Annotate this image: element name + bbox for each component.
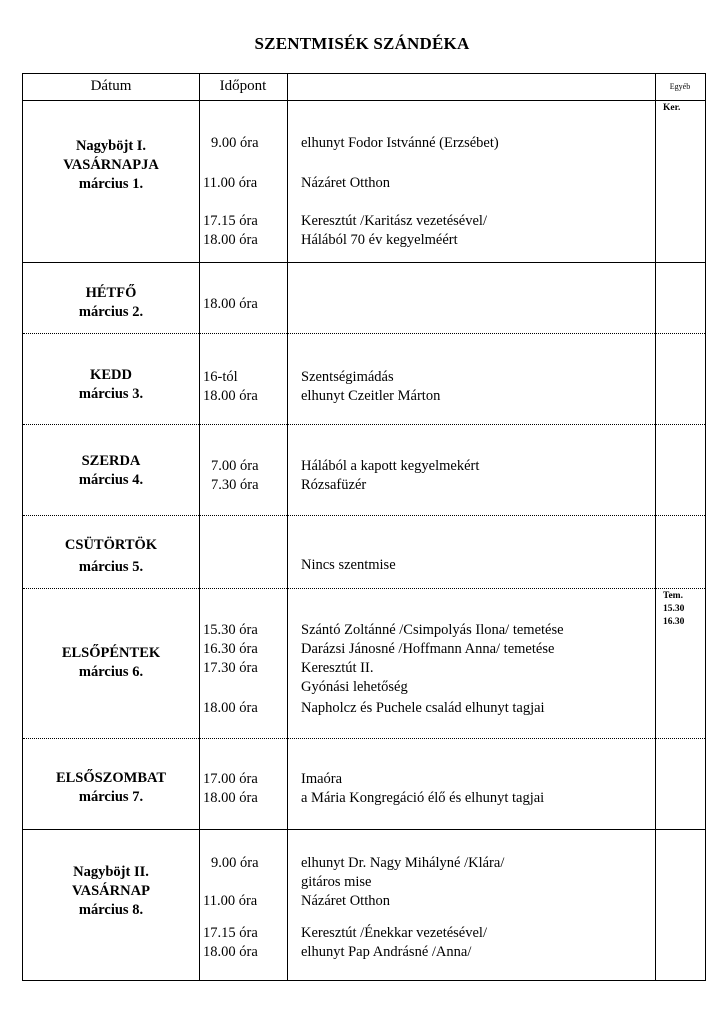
schedule-table: [22, 73, 706, 981]
mass-intent: Keresztút II.: [301, 660, 374, 676]
mass-time: 7.30 óra: [211, 477, 259, 493]
column-divider: [199, 74, 200, 980]
day-title: Nagyböjt I.: [75, 138, 147, 154]
mass-time: 18.00 óra: [203, 296, 258, 312]
mass-time: 15.30 óra: [203, 622, 258, 638]
row-divider: [23, 262, 705, 263]
mass-intent: Keresztút /Karitász vezetésével/: [301, 213, 487, 229]
mass-time: 18.00 óra: [203, 790, 258, 806]
day-date: március 7.: [78, 789, 144, 805]
column-divider: [287, 74, 288, 980]
mass-intent: Názáret Otthon: [301, 175, 390, 191]
other-note: Ker.: [663, 103, 681, 113]
mass-intent: Szentségimádás: [301, 369, 394, 385]
mass-intent: Szántó Zoltánné /Csimpolyás Ilona/ temetése: [301, 622, 564, 638]
day-title: ELSŐSZOMBAT: [55, 770, 167, 786]
mass-intent: Napholcz és Puchele család elhunyt tagjai: [301, 700, 545, 716]
mass-time: 7.00 óra: [211, 458, 259, 474]
mass-time: 18.00 óra: [203, 232, 258, 248]
mass-time: 17.15 óra: [203, 925, 258, 941]
mass-intent: Rózsafüzér: [301, 477, 367, 493]
mass-intent: Keresztút /Énekkar vezetésével/: [301, 925, 487, 941]
row-divider: [23, 515, 705, 516]
mass-time: 17.00 óra: [203, 771, 258, 787]
mass-intent: Imaóra: [301, 771, 343, 787]
mass-intent: elhunyt Dr. Nagy Mihályné /Klára/: [301, 855, 505, 871]
header-time: Időpont: [219, 78, 267, 94]
day-date: március 8.: [78, 902, 144, 918]
mass-intent: Hálából a kapott kegyelmekért: [301, 458, 480, 474]
day-title: SZERDA: [81, 453, 141, 469]
day-title: VASÁRNAP: [72, 883, 150, 899]
mass-time: 18.00 óra: [203, 700, 258, 716]
header-other: Egyéb: [669, 82, 691, 91]
mass-intent: gitáros mise: [301, 874, 372, 890]
mass-time: 18.00 óra: [203, 944, 258, 960]
other-note: [663, 590, 684, 629]
mass-time: 11.00 óra: [203, 175, 258, 191]
row-divider: [23, 588, 705, 589]
other-note-line: 16.30: [663, 617, 685, 627]
day-title: Nagyböjt II.: [73, 864, 149, 880]
day-date: március 1.: [78, 176, 144, 192]
row-divider: [23, 738, 705, 739]
page-title: SZENTMISÉK SZÁNDÉKA: [254, 34, 470, 53]
mass-time: 17.15 óra: [203, 213, 258, 229]
day-title: ELSŐPÉNTEK: [61, 645, 161, 661]
mass-intent: elhunyt Fodor Istvánné (Erzsébet): [301, 135, 499, 151]
row-divider: [23, 424, 705, 425]
day-title: CSÜTÖRTÖK: [64, 537, 158, 553]
mass-time: 11.00 óra: [203, 893, 258, 909]
column-divider: [655, 74, 656, 980]
other-note-line: 15.30: [663, 604, 685, 614]
day-title: HÉTFŐ: [85, 285, 137, 301]
mass-intent: a Mária Kongregáció élő és elhunyt tagjai: [301, 790, 545, 806]
mass-intent: Nincs szentmise: [301, 557, 396, 573]
header-divider: [23, 100, 705, 101]
mass-time: 9.00 óra: [211, 135, 259, 151]
day-title: KEDD: [90, 367, 132, 383]
row-divider: [23, 333, 705, 334]
mass-intent: elhunyt Czeitler Márton: [301, 388, 441, 404]
mass-time: 9.00 óra: [211, 855, 259, 871]
mass-intent: Darázsi Jánosné /Hoffmann Anna/ temetése: [301, 641, 555, 657]
mass-intent: elhunyt Pap Andrásné /Anna/: [301, 944, 472, 960]
day-date: március 3.: [78, 386, 144, 402]
day-date: március 4.: [78, 472, 144, 488]
day-title: VASÁRNAPJA: [63, 157, 159, 173]
mass-time: 17.30 óra: [203, 660, 258, 676]
header-date: Dátum: [90, 78, 132, 94]
day-date: március 5.: [78, 559, 144, 575]
mass-intent: Názáret Otthon: [301, 893, 390, 909]
day-date: március 6.: [78, 664, 144, 680]
mass-time: 16-tól: [203, 369, 238, 385]
mass-time: 18.00 óra: [203, 388, 258, 404]
mass-intent: Gyónási lehetőség: [301, 679, 408, 695]
day-date: március 2.: [78, 304, 144, 320]
mass-intent: Hálából 70 év kegyelméért: [301, 232, 458, 248]
other-note-line: Tem.: [663, 591, 683, 601]
row-divider: [23, 829, 705, 830]
mass-time: 16.30 óra: [203, 641, 258, 657]
